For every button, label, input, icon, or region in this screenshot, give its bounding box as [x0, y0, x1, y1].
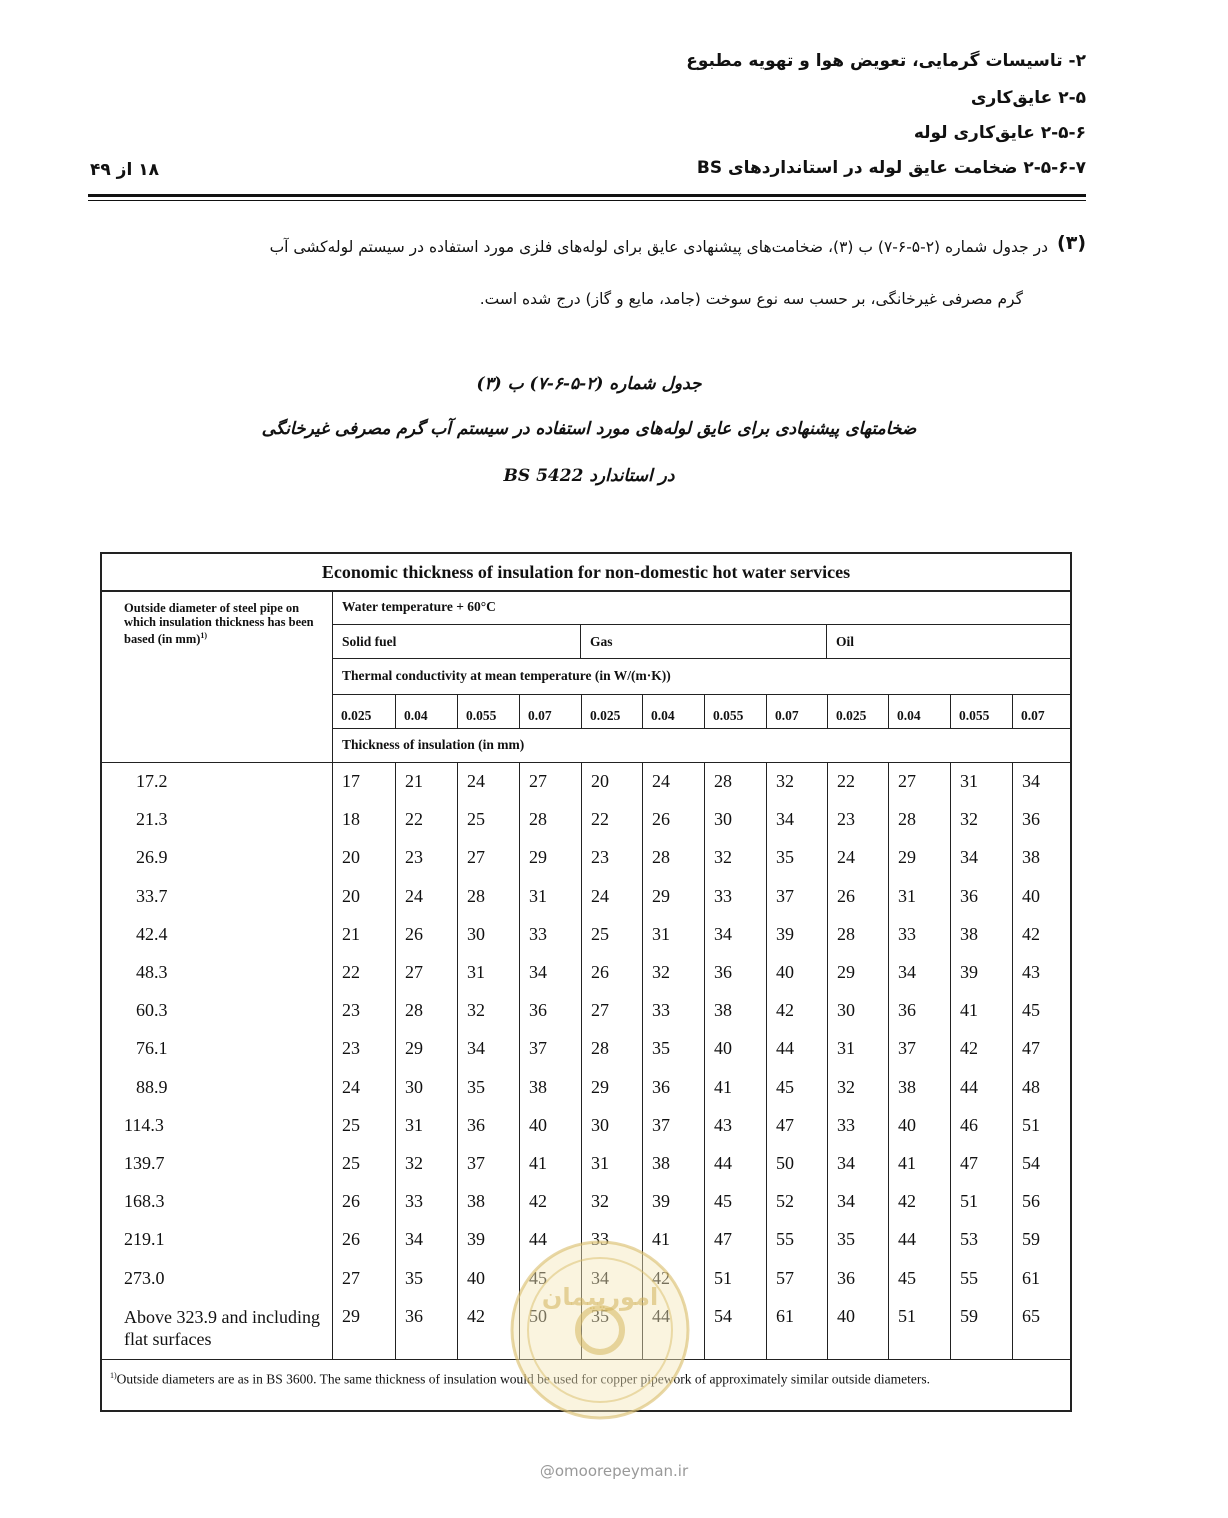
thickness-cell: 51 — [1022, 1114, 1040, 1135]
thickness-cell: 36 — [1022, 809, 1040, 830]
conductivity-value: 0.07 — [775, 708, 799, 723]
thickness-cell: 26 — [342, 1229, 360, 1250]
thickness-cell: 54 — [714, 1305, 732, 1326]
thickness-cell: 40 — [1022, 885, 1040, 906]
thickness-cell: 34 — [960, 847, 978, 868]
thickness-cell: 43 — [1022, 962, 1040, 982]
thickness-cell: 36 — [714, 962, 732, 982]
thickness-cell: 28 — [529, 809, 547, 830]
thickness-cell: 27 — [591, 1000, 609, 1021]
thickness-cell: 33 — [837, 1114, 855, 1135]
thickness-cell: 24 — [405, 885, 423, 906]
thickness-cell: 38 — [898, 1076, 916, 1097]
watermark-seal-text: امورپیمان — [541, 1283, 659, 1311]
thickness-cell: 40 — [776, 962, 794, 982]
divider — [395, 762, 396, 1359]
thickness-cell: 22 — [591, 809, 609, 830]
thickness-cell: 28 — [405, 1000, 423, 1021]
thickness-cell: 21 — [405, 771, 423, 791]
thickness-cell: 28 — [591, 1038, 609, 1059]
divider — [1012, 694, 1013, 728]
thickness-cell: 34 — [467, 1038, 485, 1059]
thickness-cell: 46 — [960, 1114, 978, 1135]
conductivity-value: 0.04 — [404, 708, 428, 723]
thickness-cell: 30 — [405, 1076, 423, 1097]
thickness-cell: 40 — [529, 1114, 547, 1135]
thickness-cell: 32 — [714, 847, 732, 868]
pipe-diameter: 88.9 — [136, 1076, 168, 1097]
thickness-cell: 36 — [898, 1000, 916, 1021]
thickness-cell: 50 — [529, 1305, 547, 1326]
thickness-cell: 48 — [1022, 1076, 1040, 1097]
thickness-cell: 35 — [652, 1038, 670, 1059]
section-title-2: ۲-۵ عایق‌کاری — [970, 88, 1086, 108]
pipe-diameter: 273.0 — [124, 1267, 165, 1288]
thickness-cell: 42 — [1022, 923, 1040, 944]
thickness-cell: 26 — [342, 1191, 360, 1212]
divider — [766, 694, 767, 728]
thickness-cell: 51 — [714, 1267, 732, 1288]
thickness-cell: 34 — [529, 962, 547, 982]
pipe-diameter: 21.3 — [136, 809, 168, 830]
divider — [102, 762, 1070, 763]
pipe-diameter: 139.7 — [124, 1153, 165, 1173]
thickness-cell: 28 — [652, 847, 670, 868]
thickness-cell: 41 — [714, 1076, 732, 1097]
paragraph-line-1: در جدول شماره (۲-۵-۶-۷) ب (۳)، ضخامت‌های پیشنهادی عایق برای لوله‌های فلزی مورد استفاده در سیستم لوله‌کشی آب — [269, 238, 1048, 256]
header-rule — [88, 194, 1086, 197]
thickness-cell: 34 — [776, 809, 794, 830]
thickness-cell: 29 — [591, 1076, 609, 1097]
pipe-diameter: 17.2 — [136, 771, 168, 791]
thickness-cell: 38 — [467, 1191, 485, 1212]
thickness-cell: 44 — [529, 1229, 547, 1250]
thickness-cell: 32 — [467, 1000, 485, 1021]
conductivity-value: 0.055 — [959, 708, 990, 723]
divider — [950, 762, 951, 1359]
thickness-cell: 37 — [467, 1153, 485, 1173]
thickness-cell: 51 — [898, 1305, 916, 1326]
thickness-cell: 59 — [960, 1305, 978, 1326]
thickness-cell: 22 — [405, 809, 423, 830]
thickness-cell: 45 — [529, 1267, 547, 1288]
thickness-cell: 35 — [837, 1229, 855, 1250]
thickness-cell: 25 — [467, 809, 485, 830]
thickness-cell: 26 — [837, 885, 855, 906]
thickness-cell: 23 — [342, 1000, 360, 1021]
thickness-cell: 34 — [405, 1229, 423, 1250]
thickness-cell: 32 — [776, 771, 794, 791]
thickness-cell: 45 — [776, 1076, 794, 1097]
thickness-cell: 33 — [652, 1000, 670, 1021]
thickness-cell: 42 — [529, 1191, 547, 1212]
thickness-cell: 26 — [405, 923, 423, 944]
divider — [704, 694, 705, 728]
pipe-diameter: 168.3 — [124, 1191, 165, 1212]
thickness-cell: 37 — [652, 1114, 670, 1135]
thickness-cell: 44 — [652, 1305, 670, 1326]
divider — [580, 624, 581, 658]
thickness-cell: 34 — [837, 1153, 855, 1173]
diameter-header: Outside diameter of steel pipe on which insulation thickness has been based (in mm)$^{1)}$ — [124, 601, 314, 647]
thickness-cell: 51 — [960, 1191, 978, 1212]
thickness-cell: 41 — [529, 1153, 547, 1173]
thickness-cell: 35 — [776, 847, 794, 868]
thickness-label: Thickness of insulation (in mm) — [342, 737, 525, 752]
thickness-cell: 28 — [898, 809, 916, 830]
thickness-cell: 61 — [1022, 1267, 1040, 1288]
conductivity-value: 0.055 — [713, 708, 744, 723]
thickness-cell: 23 — [837, 809, 855, 830]
paragraph-line-2: گرم مصرفی غیرخانگی، بر حسب سه نوع سوخت (جامد، مایع و گاز) درج شده است. — [479, 290, 1023, 308]
conductivity-value: 0.055 — [466, 708, 497, 723]
section-title-3: ۲-۵-۶ عایق‌کاری لوله — [913, 123, 1086, 143]
thickness-cell: 39 — [467, 1229, 485, 1250]
thickness-cell: 24 — [467, 771, 485, 791]
pipe-diameter: 60.3 — [136, 1000, 168, 1021]
thickness-cell: 57 — [776, 1267, 794, 1288]
thickness-cell: 34 — [837, 1191, 855, 1212]
paragraph-number: (۳) — [1057, 232, 1086, 254]
pipe-diameter: 26.9 — [136, 847, 168, 868]
thickness-cell: 41 — [898, 1153, 916, 1173]
thickness-cell: 25 — [342, 1114, 360, 1135]
divider — [950, 694, 951, 728]
divider — [332, 624, 1070, 625]
thickness-cell: 17 — [342, 771, 360, 791]
thickness-cell: 34 — [1022, 771, 1040, 791]
thickness-cell: 41 — [960, 1000, 978, 1021]
thickness-cell: 27 — [342, 1267, 360, 1288]
thickness-cell: 24 — [591, 885, 609, 906]
conductivity-value: 0.04 — [897, 708, 921, 723]
thickness-cell: 47 — [776, 1114, 794, 1135]
thickness-cell: 47 — [1022, 1038, 1040, 1059]
thickness-cell: 56 — [1022, 1191, 1040, 1212]
pipe-diameter: 76.1 — [136, 1038, 168, 1059]
thickness-cell: 65 — [1022, 1305, 1040, 1326]
conductivity-value: 0.025 — [590, 708, 621, 723]
thickness-cell: 39 — [776, 923, 794, 944]
thickness-cell: 30 — [591, 1114, 609, 1135]
thickness-cell: 39 — [960, 962, 978, 982]
thickness-cell: 40 — [837, 1305, 855, 1326]
divider — [826, 624, 827, 658]
thickness-cell: 30 — [467, 923, 485, 944]
thickness-cell: 37 — [529, 1038, 547, 1059]
thickness-cell: 38 — [652, 1153, 670, 1173]
thickness-cell: 31 — [591, 1153, 609, 1173]
thickness-cell: 61 — [776, 1305, 794, 1326]
thickness-cell: 32 — [652, 962, 670, 982]
thickness-cell: 33 — [591, 1229, 609, 1250]
thickness-cell: 28 — [714, 771, 732, 791]
thickness-cell: 27 — [529, 771, 547, 791]
conductivity-value: 0.07 — [1021, 708, 1045, 723]
thickness-cell: 24 — [652, 771, 670, 791]
page-number: ۱۸ از ۴۹ — [90, 160, 159, 180]
thickness-cell: 38 — [960, 923, 978, 944]
thickness-cell: 27 — [898, 771, 916, 791]
thickness-cell: 26 — [591, 962, 609, 982]
section-title-4: ۲-۵-۶-۷ ضخامت عایق لوله در استانداردهای BS — [696, 158, 1086, 178]
thickness-cell: 54 — [1022, 1153, 1040, 1173]
divider — [581, 694, 582, 728]
pipe-diameter: 219.1 — [124, 1229, 165, 1250]
thickness-cell: 36 — [405, 1305, 423, 1326]
thickness-cell: 33 — [405, 1191, 423, 1212]
thickness-cell: 31 — [960, 771, 978, 791]
conductivity-value: 0.07 — [528, 708, 552, 723]
thickness-cell: 33 — [898, 923, 916, 944]
thickness-cell: 20 — [591, 771, 609, 791]
fuel-solid: Solid fuel — [342, 634, 397, 649]
thickness-cell: 32 — [960, 809, 978, 830]
thickness-cell: 35 — [591, 1305, 609, 1326]
pipe-diameter: 33.7 — [136, 885, 168, 906]
thickness-cell: 42 — [652, 1267, 670, 1288]
divider — [332, 694, 1070, 695]
divider — [1012, 762, 1013, 1359]
thickness-cell: 40 — [898, 1114, 916, 1135]
thickness-cell: 55 — [776, 1229, 794, 1250]
thickness-cell: 36 — [529, 1000, 547, 1021]
thickness-cell: 47 — [714, 1229, 732, 1250]
thickness-cell: 29 — [405, 1038, 423, 1059]
fuel-gas: Gas — [590, 634, 613, 649]
thickness-cell: 29 — [837, 962, 855, 982]
thickness-cell: 31 — [898, 885, 916, 906]
thickness-cell: 31 — [837, 1038, 855, 1059]
thickness-cell: 25 — [342, 1153, 360, 1173]
thickness-cell: 45 — [714, 1191, 732, 1212]
table-caption-title: ضخامتهای پیشنهادی برای عایق لوله‌های مورد استفاده در سیستم آب گرم مصرفی غیرخانگی — [261, 419, 917, 439]
thickness-cell: 32 — [837, 1076, 855, 1097]
thickness-cell: 18 — [342, 809, 360, 830]
thickness-cell: 27 — [467, 847, 485, 868]
thickness-cell: 34 — [591, 1267, 609, 1288]
thickness-cell: 42 — [467, 1305, 485, 1326]
thickness-cell: 42 — [776, 1000, 794, 1021]
thickness-cell: 29 — [529, 847, 547, 868]
divider — [888, 762, 889, 1359]
thickness-cell: 23 — [591, 847, 609, 868]
thickness-cell: 20 — [342, 847, 360, 868]
divider — [704, 762, 705, 1359]
divider — [395, 694, 396, 728]
thickness-cell: 33 — [714, 885, 732, 906]
table-footnote: $^{1)}$Outside diameters are as in BS 3600. The same thickness of insulation would be used for copper pipework of approximately similar outside diameters. — [110, 1371, 930, 1387]
watermark-site: @omoorepeyman.ir — [539, 1462, 689, 1480]
water-temperature-label: Water temperature + 60°C — [342, 599, 496, 614]
divider — [457, 762, 458, 1359]
thickness-cell: 53 — [960, 1229, 978, 1250]
thickness-cell: 40 — [467, 1267, 485, 1288]
thickness-cell: 55 — [960, 1267, 978, 1288]
thickness-cell: 36 — [652, 1076, 670, 1097]
header-rule-thin — [88, 200, 1086, 201]
thickness-cell: 23 — [342, 1038, 360, 1059]
pipe-diameter: 42.4 — [136, 923, 168, 944]
thickness-cell: 37 — [898, 1038, 916, 1059]
thickness-cell: 29 — [342, 1305, 360, 1326]
thickness-cell: 28 — [837, 923, 855, 944]
thickness-cell: 52 — [776, 1191, 794, 1212]
thickness-cell: 36 — [960, 885, 978, 906]
divider — [332, 658, 1070, 659]
thickness-cell: 44 — [960, 1076, 978, 1097]
thickness-cell: 50 — [776, 1153, 794, 1173]
thickness-cell: 31 — [652, 923, 670, 944]
thickness-cell: 25 — [591, 923, 609, 944]
thickness-cell: 44 — [714, 1153, 732, 1173]
conductivity-value: 0.04 — [651, 708, 675, 723]
thickness-cell: 29 — [652, 885, 670, 906]
thickness-cell: 31 — [529, 885, 547, 906]
divider — [827, 694, 828, 728]
thickness-cell: 37 — [776, 885, 794, 906]
thickness-cell: 31 — [405, 1114, 423, 1135]
conductivity-value: 0.025 — [341, 708, 372, 723]
thickness-cell: 26 — [652, 809, 670, 830]
table-caption-number: جدول شماره (۲-۵-۶-۷) ب (۳) — [476, 374, 702, 394]
thickness-cell: 47 — [960, 1153, 978, 1173]
thickness-cell: 28 — [467, 885, 485, 906]
pipe-diameter: Above 323.9 and including flat surfaces — [124, 1306, 320, 1349]
thickness-cell: 22 — [837, 771, 855, 791]
thickness-cell: 38 — [1022, 847, 1040, 868]
thickness-cell: 24 — [342, 1076, 360, 1097]
thickness-cell: 30 — [714, 809, 732, 830]
thickness-cell: 21 — [342, 923, 360, 944]
pipe-diameter: 114.3 — [124, 1114, 164, 1135]
thickness-cell: 30 — [837, 1000, 855, 1021]
divider — [766, 762, 767, 1359]
thickness-cell: 32 — [591, 1191, 609, 1212]
thickness-cell: 38 — [529, 1076, 547, 1097]
thickness-cell: 44 — [776, 1038, 794, 1059]
thickness-cell: 22 — [342, 962, 360, 982]
thickness-cell: 24 — [837, 847, 855, 868]
divider — [519, 694, 520, 728]
thickness-cell: 27 — [405, 962, 423, 982]
thickness-cell: 44 — [898, 1229, 916, 1250]
divider — [642, 694, 643, 728]
thickness-cell: 35 — [405, 1267, 423, 1288]
thickness-cell: 34 — [898, 962, 916, 982]
thickness-cell: 43 — [714, 1114, 732, 1135]
thickness-cell: 59 — [1022, 1229, 1040, 1250]
divider — [457, 694, 458, 728]
section-title-1: ۲- تاسیسات گرمایی، تعویض هوا و تهویه مطبوع — [686, 51, 1086, 71]
thickness-cell: 41 — [652, 1229, 670, 1250]
pipe-diameter: 48.3 — [136, 962, 168, 982]
thickness-cell: 34 — [714, 923, 732, 944]
thickness-cell: 20 — [342, 885, 360, 906]
watermark-seal — [505, 1235, 695, 1425]
thickness-cell: 36 — [837, 1267, 855, 1288]
thickness-cell: 36 — [467, 1114, 485, 1135]
thickness-cell: 42 — [898, 1191, 916, 1212]
thickness-cell: 40 — [714, 1038, 732, 1059]
thickness-cell: 45 — [1022, 1000, 1040, 1021]
thickness-cell: 32 — [405, 1153, 423, 1173]
fuel-oil: Oil — [836, 634, 855, 649]
thickness-cell: 33 — [529, 923, 547, 944]
thickness-cell: 23 — [405, 847, 423, 868]
thickness-cell: 31 — [467, 962, 485, 982]
table-title: Economic thickness of insulation for non-domestic hot water services — [102, 554, 1070, 592]
thickness-cell: 35 — [467, 1076, 485, 1097]
divider — [888, 694, 889, 728]
thickness-cell: 45 — [898, 1267, 916, 1288]
table-caption-standard: در استاندارد BS 5422 — [503, 466, 675, 486]
thickness-cell: 39 — [652, 1191, 670, 1212]
thickness-cell: 29 — [898, 847, 916, 868]
conductivity-label: Thermal conductivity at mean temperature (in W/(m·K)) — [342, 668, 671, 683]
thickness-cell: 38 — [714, 1000, 732, 1021]
divider — [827, 762, 828, 1359]
thickness-cell: 42 — [960, 1038, 978, 1059]
conductivity-value: 0.025 — [836, 708, 867, 723]
